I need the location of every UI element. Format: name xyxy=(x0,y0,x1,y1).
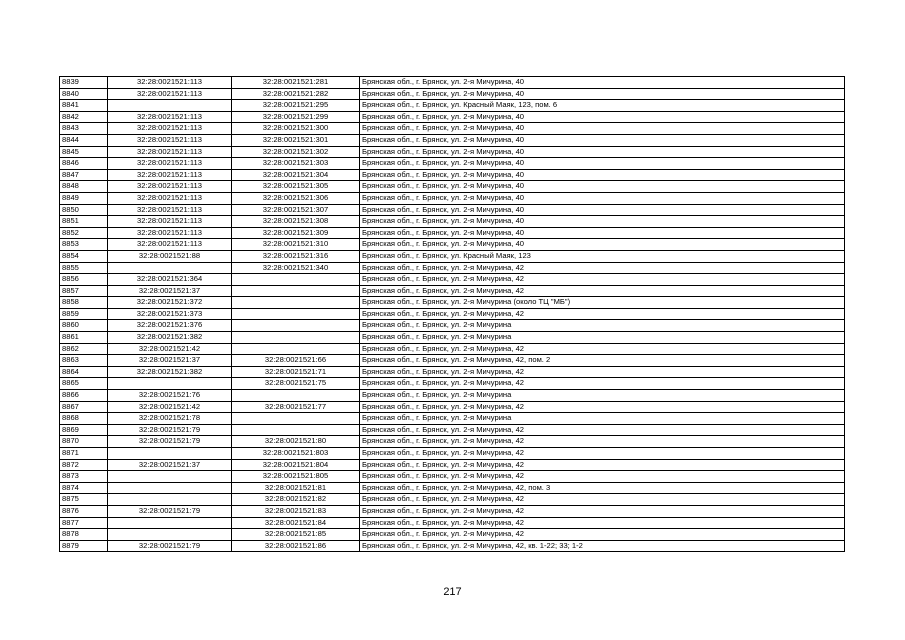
page-number: 217 xyxy=(443,586,462,598)
row-number: 8871 xyxy=(60,448,108,460)
address-cell: Брянская обл., г. Брянск, ул. 2-я Мичурина, 42 xyxy=(360,401,845,413)
table-row xyxy=(60,297,845,309)
table-row xyxy=(60,134,845,146)
address-cell: Брянская обл., г. Брянск, ул. 2-я Мичурина xyxy=(360,413,845,425)
address-cell: Брянская обл., г. Брянск, ул. 2-я Мичурина, 40 xyxy=(360,158,845,170)
object-cadastral-number: 32:28:0021521:306 xyxy=(232,192,360,204)
row-number: 8839 xyxy=(60,77,108,89)
row-number: 8856 xyxy=(60,274,108,286)
parcel-cadastral-number xyxy=(108,517,232,529)
parcel-cadastral-number: 32:28:0021521:364 xyxy=(108,274,232,286)
address-cell: Брянская обл., г. Брянск, ул. Красный Маяк, 123, пом. 6 xyxy=(360,100,845,112)
row-number: 8879 xyxy=(60,540,108,552)
table-row xyxy=(60,355,845,367)
address-cell: Брянская обл., г. Брянск, ул. 2-я Мичурина, 40 xyxy=(360,239,845,251)
object-cadastral-number: 32:28:0021521:85 xyxy=(232,529,360,541)
parcel-cadastral-number xyxy=(108,471,232,483)
parcel-cadastral-number: 32:28:0021521:376 xyxy=(108,320,232,332)
object-cadastral-number: 32:28:0021521:310 xyxy=(232,239,360,251)
row-number: 8853 xyxy=(60,239,108,251)
registry-table-body xyxy=(60,77,845,552)
object-cadastral-number: 32:28:0021521:316 xyxy=(232,250,360,262)
parcel-cadastral-number: 32:28:0021521:113 xyxy=(108,123,232,135)
address-cell: Брянская обл., г. Брянск, ул. 2-я Мичурина, 42 xyxy=(360,274,845,286)
table-row xyxy=(60,88,845,100)
address-cell: Брянская обл., г. Брянск, ул. 2-я Мичурина xyxy=(360,390,845,402)
parcel-cadastral-number: 32:28:0021521:37 xyxy=(108,459,232,471)
table-row xyxy=(60,413,845,425)
table-row xyxy=(60,227,845,239)
parcel-cadastral-number xyxy=(108,529,232,541)
object-cadastral-number: 32:28:0021521:82 xyxy=(232,494,360,506)
object-cadastral-number xyxy=(232,320,360,332)
table-row xyxy=(60,216,845,228)
table-row xyxy=(60,390,845,402)
table-row xyxy=(60,320,845,332)
table-row xyxy=(60,401,845,413)
object-cadastral-number: 32:28:0021521:281 xyxy=(232,77,360,89)
parcel-cadastral-number: 32:28:0021521:113 xyxy=(108,181,232,193)
object-cadastral-number: 32:28:0021521:86 xyxy=(232,540,360,552)
parcel-cadastral-number: 32:28:0021521:113 xyxy=(108,88,232,100)
parcel-cadastral-number: 32:28:0021521:79 xyxy=(108,436,232,448)
row-number: 8877 xyxy=(60,517,108,529)
table-row xyxy=(60,274,845,286)
address-cell: Брянская обл., г. Брянск, ул. 2-я Мичурина, 40 xyxy=(360,88,845,100)
table-row xyxy=(60,192,845,204)
object-cadastral-number: 32:28:0021521:303 xyxy=(232,158,360,170)
parcel-cadastral-number: 32:28:0021521:382 xyxy=(108,332,232,344)
object-cadastral-number: 32:28:0021521:804 xyxy=(232,459,360,471)
table-row xyxy=(60,482,845,494)
row-number: 8858 xyxy=(60,297,108,309)
parcel-cadastral-number: 32:28:0021521:37 xyxy=(108,355,232,367)
object-cadastral-number: 32:28:0021521:803 xyxy=(232,448,360,460)
object-cadastral-number: 32:28:0021521:340 xyxy=(232,262,360,274)
parcel-cadastral-number: 32:28:0021521:113 xyxy=(108,204,232,216)
parcel-cadastral-number: 32:28:0021521:113 xyxy=(108,227,232,239)
table-row xyxy=(60,332,845,344)
parcel-cadastral-number: 32:28:0021521:113 xyxy=(108,77,232,89)
address-cell: Брянская обл., г. Брянск, ул. 2-я Мичурина (около ТЦ "МБ") xyxy=(360,297,845,309)
row-number: 8860 xyxy=(60,320,108,332)
row-number: 8841 xyxy=(60,100,108,112)
object-cadastral-number: 32:28:0021521:71 xyxy=(232,366,360,378)
parcel-cadastral-number: 32:28:0021521:113 xyxy=(108,169,232,181)
table-row xyxy=(60,343,845,355)
row-number: 8870 xyxy=(60,436,108,448)
table-row xyxy=(60,308,845,320)
table-row xyxy=(60,471,845,483)
row-number: 8872 xyxy=(60,459,108,471)
address-cell: Брянская обл., г. Брянск, ул. 2-я Мичурина, 42, пом. 2 xyxy=(360,355,845,367)
address-cell: Брянская обл., г. Брянск, ул. 2-я Мичурина, 42 xyxy=(360,262,845,274)
address-cell: Брянская обл., г. Брянск, ул. 2-я Мичурина, 40 xyxy=(360,181,845,193)
address-cell: Брянская обл., г. Брянск, ул. 2-я Мичурина, 42 xyxy=(360,471,845,483)
row-number: 8859 xyxy=(60,308,108,320)
row-number: 8866 xyxy=(60,390,108,402)
address-cell: Брянская обл., г. Брянск, ул. 2-я Мичурина, 42, кв. 1-22; 33; 1-2 xyxy=(360,540,845,552)
address-cell: Брянская обл., г. Брянск, ул. 2-я Мичурина, 42 xyxy=(360,378,845,390)
table-row xyxy=(60,529,845,541)
object-cadastral-number: 32:28:0021521:80 xyxy=(232,436,360,448)
registry-table xyxy=(59,76,845,552)
parcel-cadastral-number xyxy=(108,378,232,390)
row-number: 8852 xyxy=(60,227,108,239)
address-cell: Брянская обл., г. Брянск, ул. 2-я Мичурина, 42 xyxy=(360,517,845,529)
table-row xyxy=(60,146,845,158)
address-cell: Брянская обл., г. Брянск, ул. 2-я Мичурина, 40 xyxy=(360,146,845,158)
address-cell: Брянская обл., г. Брянск, ул. 2-я Мичурина, 42 xyxy=(360,494,845,506)
object-cadastral-number: 32:28:0021521:83 xyxy=(232,505,360,517)
address-cell: Брянская обл., г. Брянск, ул. 2-я Мичурина, 42 xyxy=(360,505,845,517)
row-number: 8845 xyxy=(60,146,108,158)
table-row xyxy=(60,77,845,89)
parcel-cadastral-number: 32:28:0021521:113 xyxy=(108,239,232,251)
object-cadastral-number: 32:28:0021521:300 xyxy=(232,123,360,135)
object-cadastral-number: 32:28:0021521:295 xyxy=(232,100,360,112)
table-row xyxy=(60,262,845,274)
address-cell: Брянская обл., г. Брянск, ул. 2-я Мичурина, 40 xyxy=(360,169,845,181)
parcel-cadastral-number: 32:28:0021521:373 xyxy=(108,308,232,320)
row-number: 8843 xyxy=(60,123,108,135)
object-cadastral-number: 32:28:0021521:301 xyxy=(232,134,360,146)
address-cell: Брянская обл., г. Брянск, ул. 2-я Мичурина, 40 xyxy=(360,123,845,135)
address-cell: Брянская обл., г. Брянск, ул. 2-я Мичурина, 40 xyxy=(360,192,845,204)
object-cadastral-number: 32:28:0021521:66 xyxy=(232,355,360,367)
address-cell: Брянская обл., г. Брянск, ул. 2-я Мичурина, 40 xyxy=(360,204,845,216)
parcel-cadastral-number xyxy=(108,494,232,506)
parcel-cadastral-number: 32:28:0021521:78 xyxy=(108,413,232,425)
parcel-cadastral-number: 32:28:0021521:372 xyxy=(108,297,232,309)
row-number: 8864 xyxy=(60,366,108,378)
object-cadastral-number xyxy=(232,332,360,344)
parcel-cadastral-number: 32:28:0021521:42 xyxy=(108,401,232,413)
address-cell: Брянская обл., г. Брянск, ул. 2-я Мичурина, 40 xyxy=(360,111,845,123)
object-cadastral-number: 32:28:0021521:307 xyxy=(232,204,360,216)
table-row xyxy=(60,181,845,193)
table-row xyxy=(60,111,845,123)
row-number: 8849 xyxy=(60,192,108,204)
object-cadastral-number xyxy=(232,297,360,309)
object-cadastral-number: 32:28:0021521:805 xyxy=(232,471,360,483)
object-cadastral-number xyxy=(232,274,360,286)
table-row xyxy=(60,436,845,448)
row-number: 8876 xyxy=(60,505,108,517)
row-number: 8851 xyxy=(60,216,108,228)
row-number: 8848 xyxy=(60,181,108,193)
address-cell: Брянская обл., г. Брянск, ул. 2-я Мичурина, 42 xyxy=(360,436,845,448)
object-cadastral-number: 32:28:0021521:84 xyxy=(232,517,360,529)
table-row xyxy=(60,123,845,135)
row-number: 8865 xyxy=(60,378,108,390)
object-cadastral-number xyxy=(232,343,360,355)
object-cadastral-number xyxy=(232,285,360,297)
parcel-cadastral-number: 32:28:0021521:88 xyxy=(108,250,232,262)
row-number: 8868 xyxy=(60,413,108,425)
table-row xyxy=(60,158,845,170)
table-row xyxy=(60,517,845,529)
object-cadastral-number: 32:28:0021521:282 xyxy=(232,88,360,100)
row-number: 8873 xyxy=(60,471,108,483)
row-number: 8850 xyxy=(60,204,108,216)
row-number: 8855 xyxy=(60,262,108,274)
object-cadastral-number: 32:28:0021521:308 xyxy=(232,216,360,228)
object-cadastral-number: 32:28:0021521:77 xyxy=(232,401,360,413)
table-row xyxy=(60,378,845,390)
table-row xyxy=(60,540,845,552)
row-number: 8862 xyxy=(60,343,108,355)
object-cadastral-number xyxy=(232,308,360,320)
parcel-cadastral-number: 32:28:0021521:113 xyxy=(108,134,232,146)
address-cell: Брянская обл., г. Брянск, ул. 2-я Мичурина, 42 xyxy=(360,343,845,355)
table-row xyxy=(60,366,845,378)
row-number: 8840 xyxy=(60,88,108,100)
address-cell: Брянская обл., г. Брянск, ул. 2-я Мичурина xyxy=(360,332,845,344)
object-cadastral-number: 32:28:0021521:302 xyxy=(232,146,360,158)
object-cadastral-number xyxy=(232,390,360,402)
parcel-cadastral-number: 32:28:0021521:113 xyxy=(108,216,232,228)
parcel-cadastral-number: 32:28:0021521:113 xyxy=(108,146,232,158)
object-cadastral-number: 32:28:0021521:81 xyxy=(232,482,360,494)
table-row xyxy=(60,285,845,297)
address-cell: Брянская обл., г. Брянск, ул. 2-я Мичурина, 40 xyxy=(360,134,845,146)
parcel-cadastral-number xyxy=(108,482,232,494)
row-number: 8842 xyxy=(60,111,108,123)
address-cell: Брянская обл., г. Брянск, ул. 2-я Мичурина, 42 xyxy=(360,529,845,541)
row-number: 8875 xyxy=(60,494,108,506)
address-cell: Брянская обл., г. Брянск, ул. 2-я Мичурина, 40 xyxy=(360,227,845,239)
address-cell: Брянская обл., г. Брянск, ул. 2-я Мичурина, 42 xyxy=(360,459,845,471)
parcel-cadastral-number: 32:28:0021521:79 xyxy=(108,424,232,436)
parcel-cadastral-number: 32:28:0021521:113 xyxy=(108,192,232,204)
row-number: 8854 xyxy=(60,250,108,262)
table-row xyxy=(60,459,845,471)
address-cell: Брянская обл., г. Брянск, ул. 2-я Мичурина, 42 xyxy=(360,308,845,320)
row-number: 8878 xyxy=(60,529,108,541)
table-row xyxy=(60,169,845,181)
row-number: 8857 xyxy=(60,285,108,297)
address-cell: Брянская обл., г. Брянск, ул. 2-я Мичурина xyxy=(360,320,845,332)
object-cadastral-number: 32:28:0021521:304 xyxy=(232,169,360,181)
parcel-cadastral-number xyxy=(108,100,232,112)
table-row xyxy=(60,100,845,112)
parcel-cadastral-number xyxy=(108,448,232,460)
parcel-cadastral-number: 32:28:0021521:42 xyxy=(108,343,232,355)
parcel-cadastral-number: 32:28:0021521:382 xyxy=(108,366,232,378)
row-number: 8863 xyxy=(60,355,108,367)
address-cell: Брянская обл., г. Брянск, ул. 2-я Мичурина, 42, пом. 3 xyxy=(360,482,845,494)
row-number: 8861 xyxy=(60,332,108,344)
row-number: 8847 xyxy=(60,169,108,181)
parcel-cadastral-number: 32:28:0021521:79 xyxy=(108,540,232,552)
object-cadastral-number: 32:28:0021521:299 xyxy=(232,111,360,123)
address-cell: Брянская обл., г. Брянск, ул. 2-я Мичурина, 42 xyxy=(360,285,845,297)
address-cell: Брянская обл., г. Брянск, ул. 2-я Мичурина, 40 xyxy=(360,216,845,228)
table-row xyxy=(60,204,845,216)
address-cell: Брянская обл., г. Брянск, ул. 2-я Мичурина, 42 xyxy=(360,366,845,378)
parcel-cadastral-number: 32:28:0021521:113 xyxy=(108,158,232,170)
table-row xyxy=(60,505,845,517)
object-cadastral-number xyxy=(232,413,360,425)
table-row xyxy=(60,424,845,436)
row-number: 8874 xyxy=(60,482,108,494)
object-cadastral-number: 32:28:0021521:75 xyxy=(232,378,360,390)
table-row xyxy=(60,494,845,506)
parcel-cadastral-number xyxy=(108,262,232,274)
object-cadastral-number xyxy=(232,424,360,436)
address-cell: Брянская обл., г. Брянск, ул. 2-я Мичурина, 42 xyxy=(360,424,845,436)
object-cadastral-number: 32:28:0021521:305 xyxy=(232,181,360,193)
parcel-cadastral-number: 32:28:0021521:76 xyxy=(108,390,232,402)
row-number: 8846 xyxy=(60,158,108,170)
table-row xyxy=(60,448,845,460)
parcel-cadastral-number: 32:28:0021521:37 xyxy=(108,285,232,297)
row-number: 8869 xyxy=(60,424,108,436)
address-cell: Брянская обл., г. Брянск, ул. Красный Маяк, 123 xyxy=(360,250,845,262)
row-number: 8867 xyxy=(60,401,108,413)
parcel-cadastral-number: 32:28:0021521:79 xyxy=(108,505,232,517)
table-row xyxy=(60,239,845,251)
object-cadastral-number: 32:28:0021521:309 xyxy=(232,227,360,239)
parcel-cadastral-number: 32:28:0021521:113 xyxy=(108,111,232,123)
row-number: 8844 xyxy=(60,134,108,146)
address-cell: Брянская обл., г. Брянск, ул. 2-я Мичурина, 42 xyxy=(360,448,845,460)
table-row xyxy=(60,250,845,262)
address-cell: Брянская обл., г. Брянск, ул. 2-я Мичурина, 40 xyxy=(360,77,845,89)
